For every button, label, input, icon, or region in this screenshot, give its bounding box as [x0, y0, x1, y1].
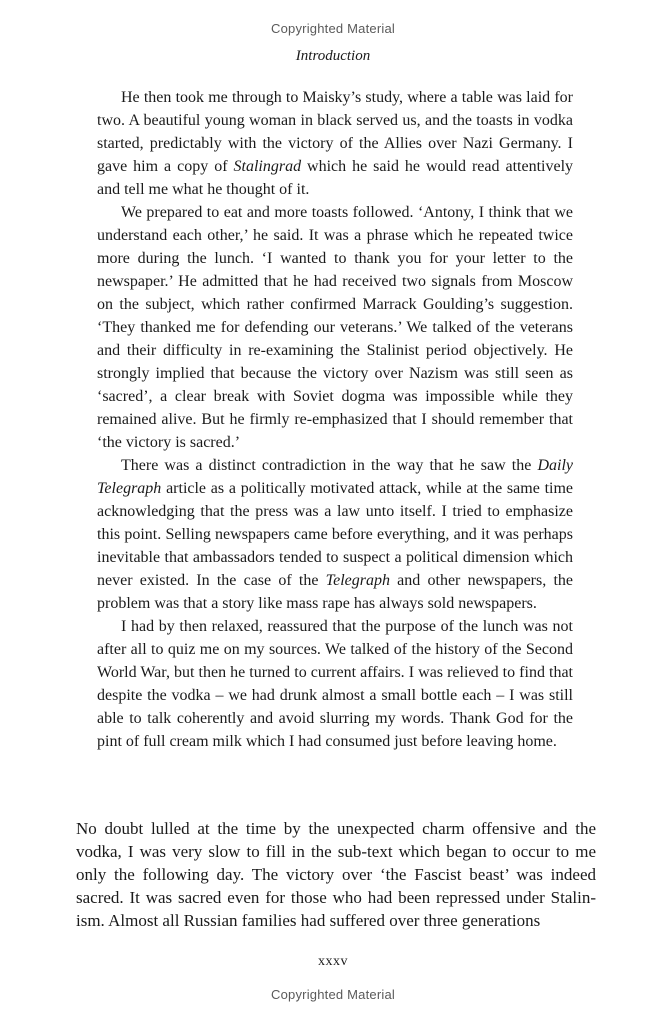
quote-paragraph-4: I had by then relaxed, reassured that the purpose of the lunch was not after all to quiz me on my sources. We talked of the history of the Second World War, but then he turned to current affairs. I was relieved to find that despite the vodka – we had drunk almost a small bottle each – I was still able to talk coherently and avoid slurring my words. Thank God for the pint of full cream milk which I had consumed just before leaving home. — [97, 618, 573, 750]
newspaper-title-italic: Telegraph — [325, 572, 390, 589]
quote-paragraph-2: We prepared to eat and more toasts followed. ‘Antony, I think that we understand each other,’ he said. It was a phrase which he repeated twice more during the lunch. ‘I wanted to thank you for your letter to the newspaper.’ He admitted that he had received two signals from Moscow on the subject, which rather confirmed Marrack Goulding’s suggestion. ‘They thanked me for defending our veterans.’ We talked of the veterans and their difficulty in re-examining the Stalinist period objectively. He strongly implied that because the victory over Nazism was still seen as ‘sacred’, a clear break with Soviet dogma was impossible while they remained alive. But he firmly re-emphasized that I should remember that ‘the victory is sacred.’ — [97, 204, 573, 451]
text-run: article as a politically motivated attack, while at the same time acknowledging that the press was a law unto itself. I tried to emphasize this point. Selling newspapers came before everything, and it was perhaps inevitable that ambassadors tended to suspect a political dimension which never existed. In the case of the — [97, 480, 573, 589]
copyright-watermark-bottom: Copyrighted Material — [271, 987, 395, 1002]
newspaper-title-italic: Daily Telegraph — [97, 457, 573, 497]
block-quote — [97, 86, 573, 753]
quote-paragraph-3 — [97, 454, 573, 615]
text-run: and other newspapers, the problem was that a story like mass rape has always sold newspapers. — [97, 572, 573, 612]
quote-paragraph-1 — [97, 86, 573, 201]
text-run: There was a distinct contradiction in the way that he saw the — [121, 457, 538, 474]
body-paragraph: No doubt lulled at the time by the unexpected charm offensive and the vodka, I was very slow to fill in the sub-text which began to occur to me only the following day. The victory over ‘the Fascist beast’ was indeed sacred. It was sacred even for those who had been repressed under Stalinism. Almost all Russian families had suffered over three generations — [76, 819, 596, 930]
page-number: xxxv — [318, 954, 348, 969]
text-run: which he said he would read attentively and tell me what he thought of it. — [97, 158, 574, 198]
book-title-italic: Stalingrad — [233, 158, 302, 175]
text-run: He then took me through to Maisky’s study, where a table was laid for two. A beautiful young woman in black served us, and the toasts in vodka started, predictably with the victory of the Allies over Nazi Germany. I gave him a copy of — [97, 89, 573, 175]
body-text — [76, 817, 596, 932]
running-head: Introduction — [295, 48, 371, 64]
copyright-watermark-top: Copyrighted Material — [271, 21, 395, 36]
